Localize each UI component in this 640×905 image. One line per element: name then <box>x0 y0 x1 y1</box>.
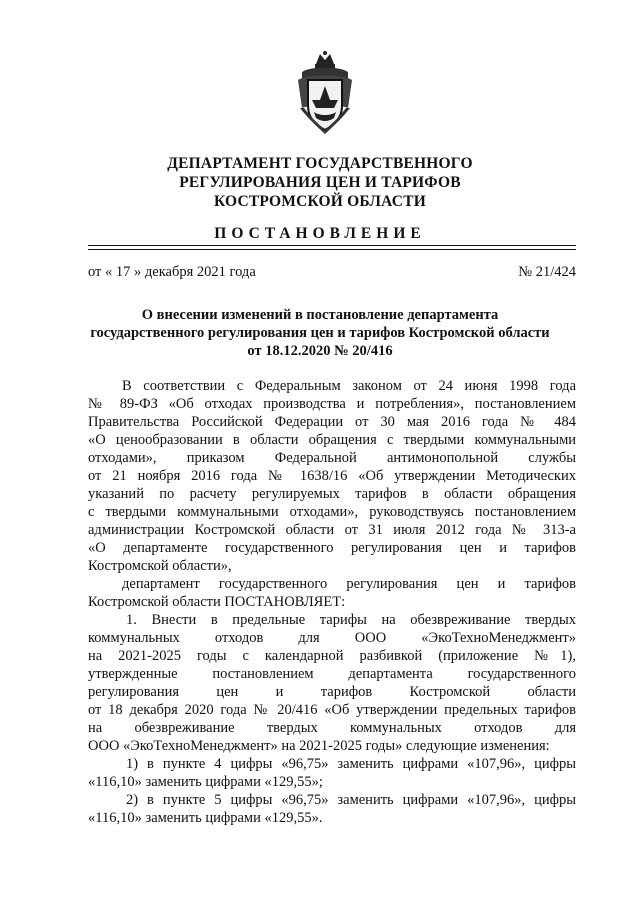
coat-of-arms-emblem <box>296 50 354 136</box>
subject-line-2: государственного регулирования цен и тарифов Костромской области <box>90 325 550 341</box>
body-line: № 89-ФЗ «Об отходах производства и потребления», постановлением <box>88 396 576 412</box>
body-line: ООО «ЭкоТехноМенеджмент» на 2021-2025 годы» следующие изменения: <box>88 738 550 754</box>
body-line: коммунальных отходов для ООО «ЭкоТехноМенеджмент» <box>88 630 576 646</box>
body-line: В соответствии с Федеральным законом от 24 июня 1998 года <box>122 378 576 394</box>
subject-line-1: О внесении изменений в постановление департамента <box>141 307 499 323</box>
body-line: Костромской области ПОСТАНОВЛЯЕТ: <box>88 594 346 610</box>
document-number: № 21/424 <box>518 264 576 280</box>
body-line: на 2021-2025 годы с календарной разбивкой (приложение №1), <box>88 648 576 664</box>
title-divider <box>88 245 576 250</box>
body-line: отходами», приказом Федеральной антимонопольной службы <box>88 450 576 466</box>
body-line: 2) в пункте 5 цифры «96,75» заменить цифрами «107,96», цифры <box>126 792 576 808</box>
body-line: «О ценообразовании в области обращения с твердыми коммунальными <box>88 432 576 448</box>
body-line: на обезвреживание твердых коммунальных отходов для <box>88 720 576 736</box>
department-name-line-2: РЕГУЛИРОВАНИЯ ЦЕН И ТАРИФОВ <box>179 174 461 191</box>
body-line: указаний по расчету регулируемых тарифов в области обращения <box>88 486 576 502</box>
body-line: от 18 декабря 2020 года № 20/416 «Об утверждении предельных тарифов <box>88 702 576 718</box>
body-line: департамент государственного регулирования цен и тарифов <box>122 576 576 592</box>
department-name-line-1: ДЕПАРТАМЕНТ ГОСУДАРСТВЕННОГО <box>167 155 473 172</box>
body-line: 1. Внести в предельные тарифы на обезвреживание твердых <box>126 612 576 628</box>
body-line: утвержденные постановлением департамента государственного <box>88 666 576 682</box>
body-line: от 21 ноября 2016 года № 1638/16 «Об утверждении Методических <box>88 468 576 484</box>
body-line: с твердыми коммунальными отходами», руководствуясь постановлением <box>88 504 576 520</box>
body-line: Правительства Российской Федерации от 30 мая 2016 года № 484 <box>88 414 576 430</box>
body-line: «116,10» заменить цифрами «129,55»; <box>88 774 323 790</box>
body-line: «116,10» заменить цифрами «129,55». <box>88 810 323 826</box>
body-line: регулирования цен и тарифов Костромской области <box>88 684 576 700</box>
body-line: администрации Костромской области от 31 июля 2012 года № 313-а <box>88 522 576 538</box>
body-line: 1) в пункте 4 цифры «96,75» заменить цифрами «107,96», цифры <box>126 756 576 772</box>
subject-line-3: от 18.12.2020 № 20/416 <box>247 343 393 359</box>
document-date: от « 17 » декабря 2021 года <box>88 264 256 280</box>
department-name-line-3: КОСТРОМСКОЙ ОБЛАСТИ <box>213 193 426 210</box>
document-type-title: ПОСТАНОВЛЕНИЕ <box>214 225 426 242</box>
body-line: Костромской области», <box>88 558 232 574</box>
body-line: «О департаменте государственного регулирования цен и тарифов <box>88 540 576 556</box>
